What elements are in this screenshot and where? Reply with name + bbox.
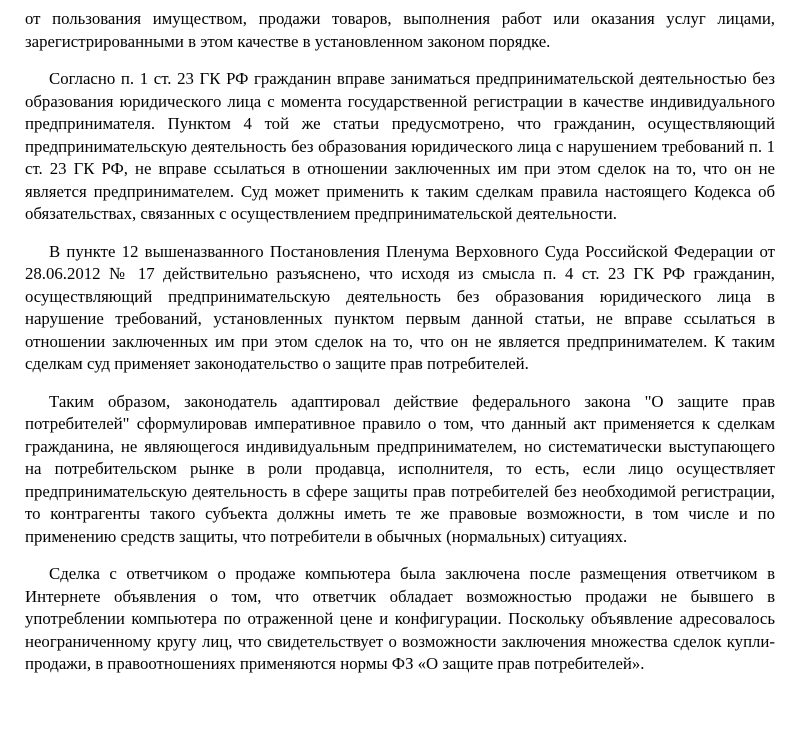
paragraph-article-23: Согласно п. 1 ст. 23 ГК РФ гражданин вправе заниматься предпринимательской деятельностью без образования юридического лица с момента государственной регистрации в качестве индивидуального предпринимателя. Пунктом 4 той же статьи предусмотрено, что гражданин, осуществляющий предпринимательскую деятельность без образования юридического лица с нарушением требований п. 1 ст. 23 ГК РФ, не вправе ссылаться в отношении заключенных им при этом сделок на то, что он не является предпринимателем. Суд может применить к таким сделкам правила настоящего Кодекса об обязательствах, связанных с осуществлением предпринимательской деятельности. bbox=[25, 69, 775, 223]
paragraph-plenum-resolution: В пункте 12 вышеназванного Постановления Пленума Верховного Суда Российской Федерации от 28.06.2012 № 17 действительно разъяснено, что исходя из смысла п. 4 ст. 23 ГК РФ гражданин, осуществляющий предпринимательскую деятельность без образования юридического лица в нарушение требований, установленных пунктом первым данной статьи, не вправе ссылаться в отношении заключенных им при этом сделок на то, что он не является предпринимателем. К таким сделкам суд применяет законодательство о защите прав потребителей. bbox=[25, 241, 775, 373]
document-body bbox=[25, 8, 775, 676]
paragraph-legislator-conclusion: Таким образом, законодатель адаптировал действие федерального закона "О защите прав потребителей" сформулировав императивное правило о том, что данный акт применяется к сделкам гражданина, не являющегося индивидуальным предпринимателем, но систематически выступающего на потребительском рынке в роли продавца, исполнителя, то есть, если лицо осуществляет предпринимательскую деятельность в сфере защиты прав потребителей без необходимой регистрации, то контрагенты такого субъекта должны иметь те же правовые возможности, в том числе и по применению средств защиты, что потребители в обычных (нормальных) ситуациях. bbox=[25, 391, 775, 546]
paragraph-continuation: от пользования имуществом, продажи товаров, выполнения работ или оказания услуг лицами, зарегистрированными в этом качестве в установленном законом порядке. bbox=[25, 9, 775, 51]
paragraph-computer-sale: Сделка с ответчиком о продаже компьютера была заключена после размещения ответчиком в Интернете объявления о том, что ответчик обладает возможностью продажи не бывшего в употреблении компьютера по отраженной цене и конфигурации. Поскольку объявление адресовалось неограниченному кругу лиц, что свидетельствует о возможности заключения множества сделок купли-продажи, в правоотношениях применяются нормы ФЗ «О защите прав потребителей». bbox=[25, 564, 775, 673]
